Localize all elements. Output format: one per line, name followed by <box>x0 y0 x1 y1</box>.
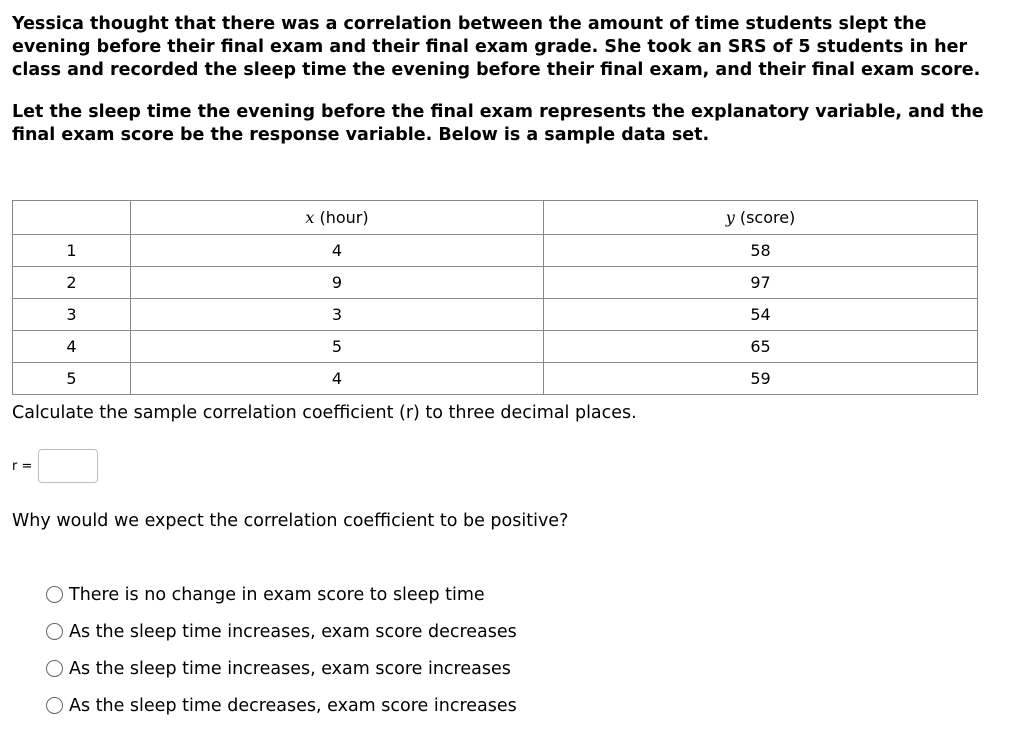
radio-button[interactable] <box>46 586 63 603</box>
row-x-cell: 9 <box>131 267 544 299</box>
y-variable-symbol: y <box>725 208 735 227</box>
table-row <box>13 267 978 299</box>
answer-option-label: As the sleep time increases, exam score decreases <box>69 621 517 642</box>
table-row <box>13 235 978 267</box>
r-answer-input[interactable] <box>38 449 98 483</box>
row-index-cell: 4 <box>13 331 131 363</box>
header-index-cell <box>13 201 131 235</box>
answer-option[interactable] <box>46 650 517 687</box>
answer-option[interactable] <box>46 687 517 724</box>
row-y-cell: 58 <box>544 235 978 267</box>
radio-button[interactable] <box>46 697 63 714</box>
radio-button[interactable] <box>46 660 63 677</box>
question-text: Why would we expect the correlation coefficient to be positive? <box>12 511 569 531</box>
table-header-row <box>13 201 978 235</box>
r-answer-label: r = <box>12 458 33 474</box>
x-unit-label: (hour) <box>314 208 369 227</box>
header-y-cell <box>544 201 978 235</box>
answer-option-label: There is no change in exam score to sleep time <box>69 584 485 605</box>
data-table <box>12 200 978 395</box>
x-variable-symbol: x <box>305 208 315 227</box>
row-index-cell: 3 <box>13 299 131 331</box>
radio-button[interactable] <box>46 623 63 640</box>
answer-option-label: As the sleep time decreases, exam score increases <box>69 695 517 716</box>
y-unit-label: (score) <box>734 208 796 227</box>
answer-option-label: As the sleep time increases, exam score increases <box>69 658 511 679</box>
table-row <box>13 299 978 331</box>
row-index-cell: 1 <box>13 235 131 267</box>
row-y-cell: 59 <box>544 363 978 395</box>
answer-options-group <box>46 576 517 724</box>
row-index-cell: 2 <box>13 267 131 299</box>
r-answer-row <box>12 449 98 483</box>
row-y-cell: 65 <box>544 331 978 363</box>
table-row <box>13 331 978 363</box>
answer-option[interactable] <box>46 576 517 613</box>
row-x-cell: 5 <box>131 331 544 363</box>
problem-variables-paragraph: Let the sleep time the evening before the final exam represents the explanatory variable, and the final exam score be the response variable. Below is a sample data set. <box>12 102 984 145</box>
row-x-cell: 4 <box>131 235 544 267</box>
problem-intro-paragraph: Yessica thought that there was a correlation between the amount of time students slept the evening before their final exam and their final exam grade. She took an SRS of 5 students in her class and recorded the sleep time the evening before their final exam, and their final exam score. <box>12 14 981 80</box>
header-x-cell <box>131 201 544 235</box>
table-row <box>13 363 978 395</box>
answer-option[interactable] <box>46 613 517 650</box>
row-x-cell: 3 <box>131 299 544 331</box>
correlation-prompt: Calculate the sample correlation coefficient (r) to three decimal places. <box>12 403 637 423</box>
row-index-cell: 5 <box>13 363 131 395</box>
row-y-cell: 97 <box>544 267 978 299</box>
row-y-cell: 54 <box>544 299 978 331</box>
row-x-cell: 4 <box>131 363 544 395</box>
